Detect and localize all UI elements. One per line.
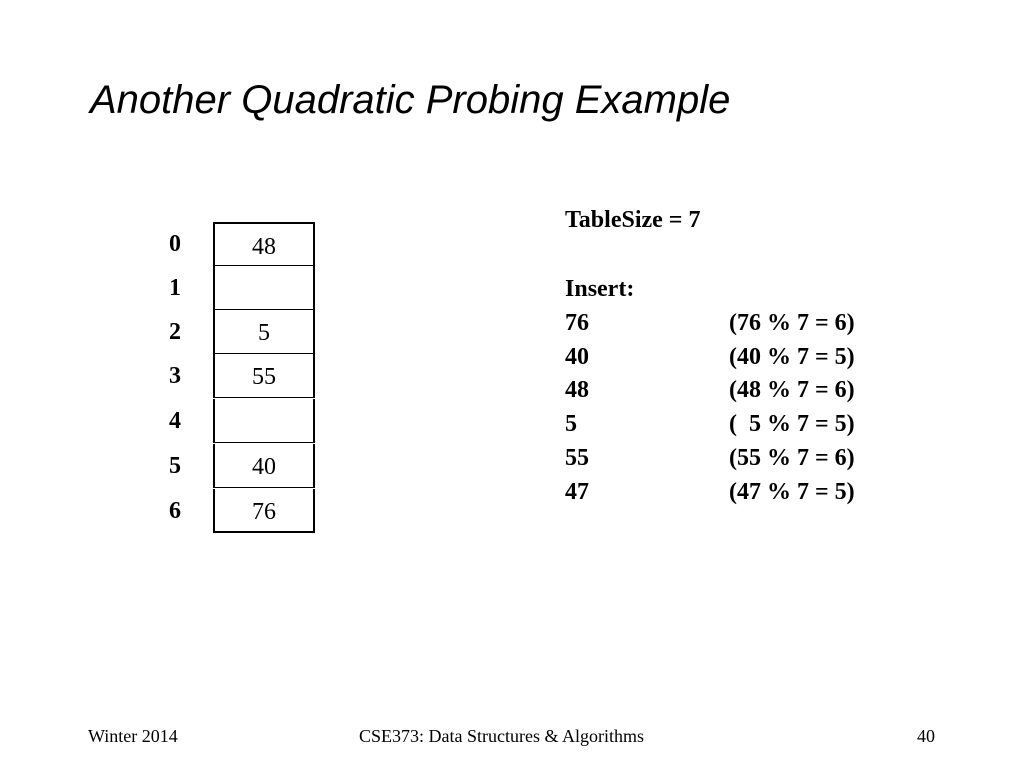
footer-term: Winter 2014 [88, 726, 178, 746]
insert-calc: (47 % 7 = 5) [729, 479, 855, 505]
hash-table-row [150, 444, 318, 488]
row-cell: 40 [213, 444, 315, 488]
row-index: 2 [169, 319, 181, 345]
hash-table-row [150, 489, 318, 533]
row-index: 0 [169, 231, 181, 257]
row-cell: 55 [213, 354, 315, 398]
row-cell [213, 266, 315, 310]
insert-calc: (76 % 7 = 6) [729, 310, 855, 336]
insert-calc: (48 % 7 = 6) [729, 377, 855, 403]
insert-key: 5 [565, 411, 577, 437]
row-index: 1 [169, 275, 181, 301]
hash-table-row [150, 399, 318, 443]
row-cell [213, 399, 315, 443]
row-cell: 76 [213, 489, 315, 533]
insert-key: 40 [565, 344, 589, 370]
footer-page-number: 40 [917, 726, 935, 746]
hash-table-row [150, 266, 318, 310]
slide-title: Another Quadratic Probing Example [90, 78, 731, 122]
hash-table-row [150, 222, 318, 266]
insert-calc: (55 % 7 = 6) [729, 445, 855, 471]
footer-course: CSE373: Data Structures & Algorithms [359, 726, 644, 746]
hash-table-row [150, 354, 318, 398]
insert-calc: ( 5 % 7 = 5) [729, 411, 855, 437]
row-cell: 5 [213, 310, 315, 354]
row-index: 6 [169, 498, 181, 524]
insert-key: 47 [565, 479, 589, 505]
hash-table-row [150, 310, 318, 354]
row-index: 4 [169, 408, 181, 434]
row-index: 5 [169, 453, 181, 479]
insert-key: 48 [565, 377, 589, 403]
table-size-label: TableSize = 7 [565, 207, 701, 233]
row-index: 3 [169, 363, 181, 389]
row-cell: 48 [213, 222, 315, 266]
insert-key: 55 [565, 445, 589, 471]
insert-label: Insert: [565, 276, 635, 302]
insert-key: 76 [565, 310, 589, 336]
insert-calc: (40 % 7 = 5) [729, 344, 855, 370]
